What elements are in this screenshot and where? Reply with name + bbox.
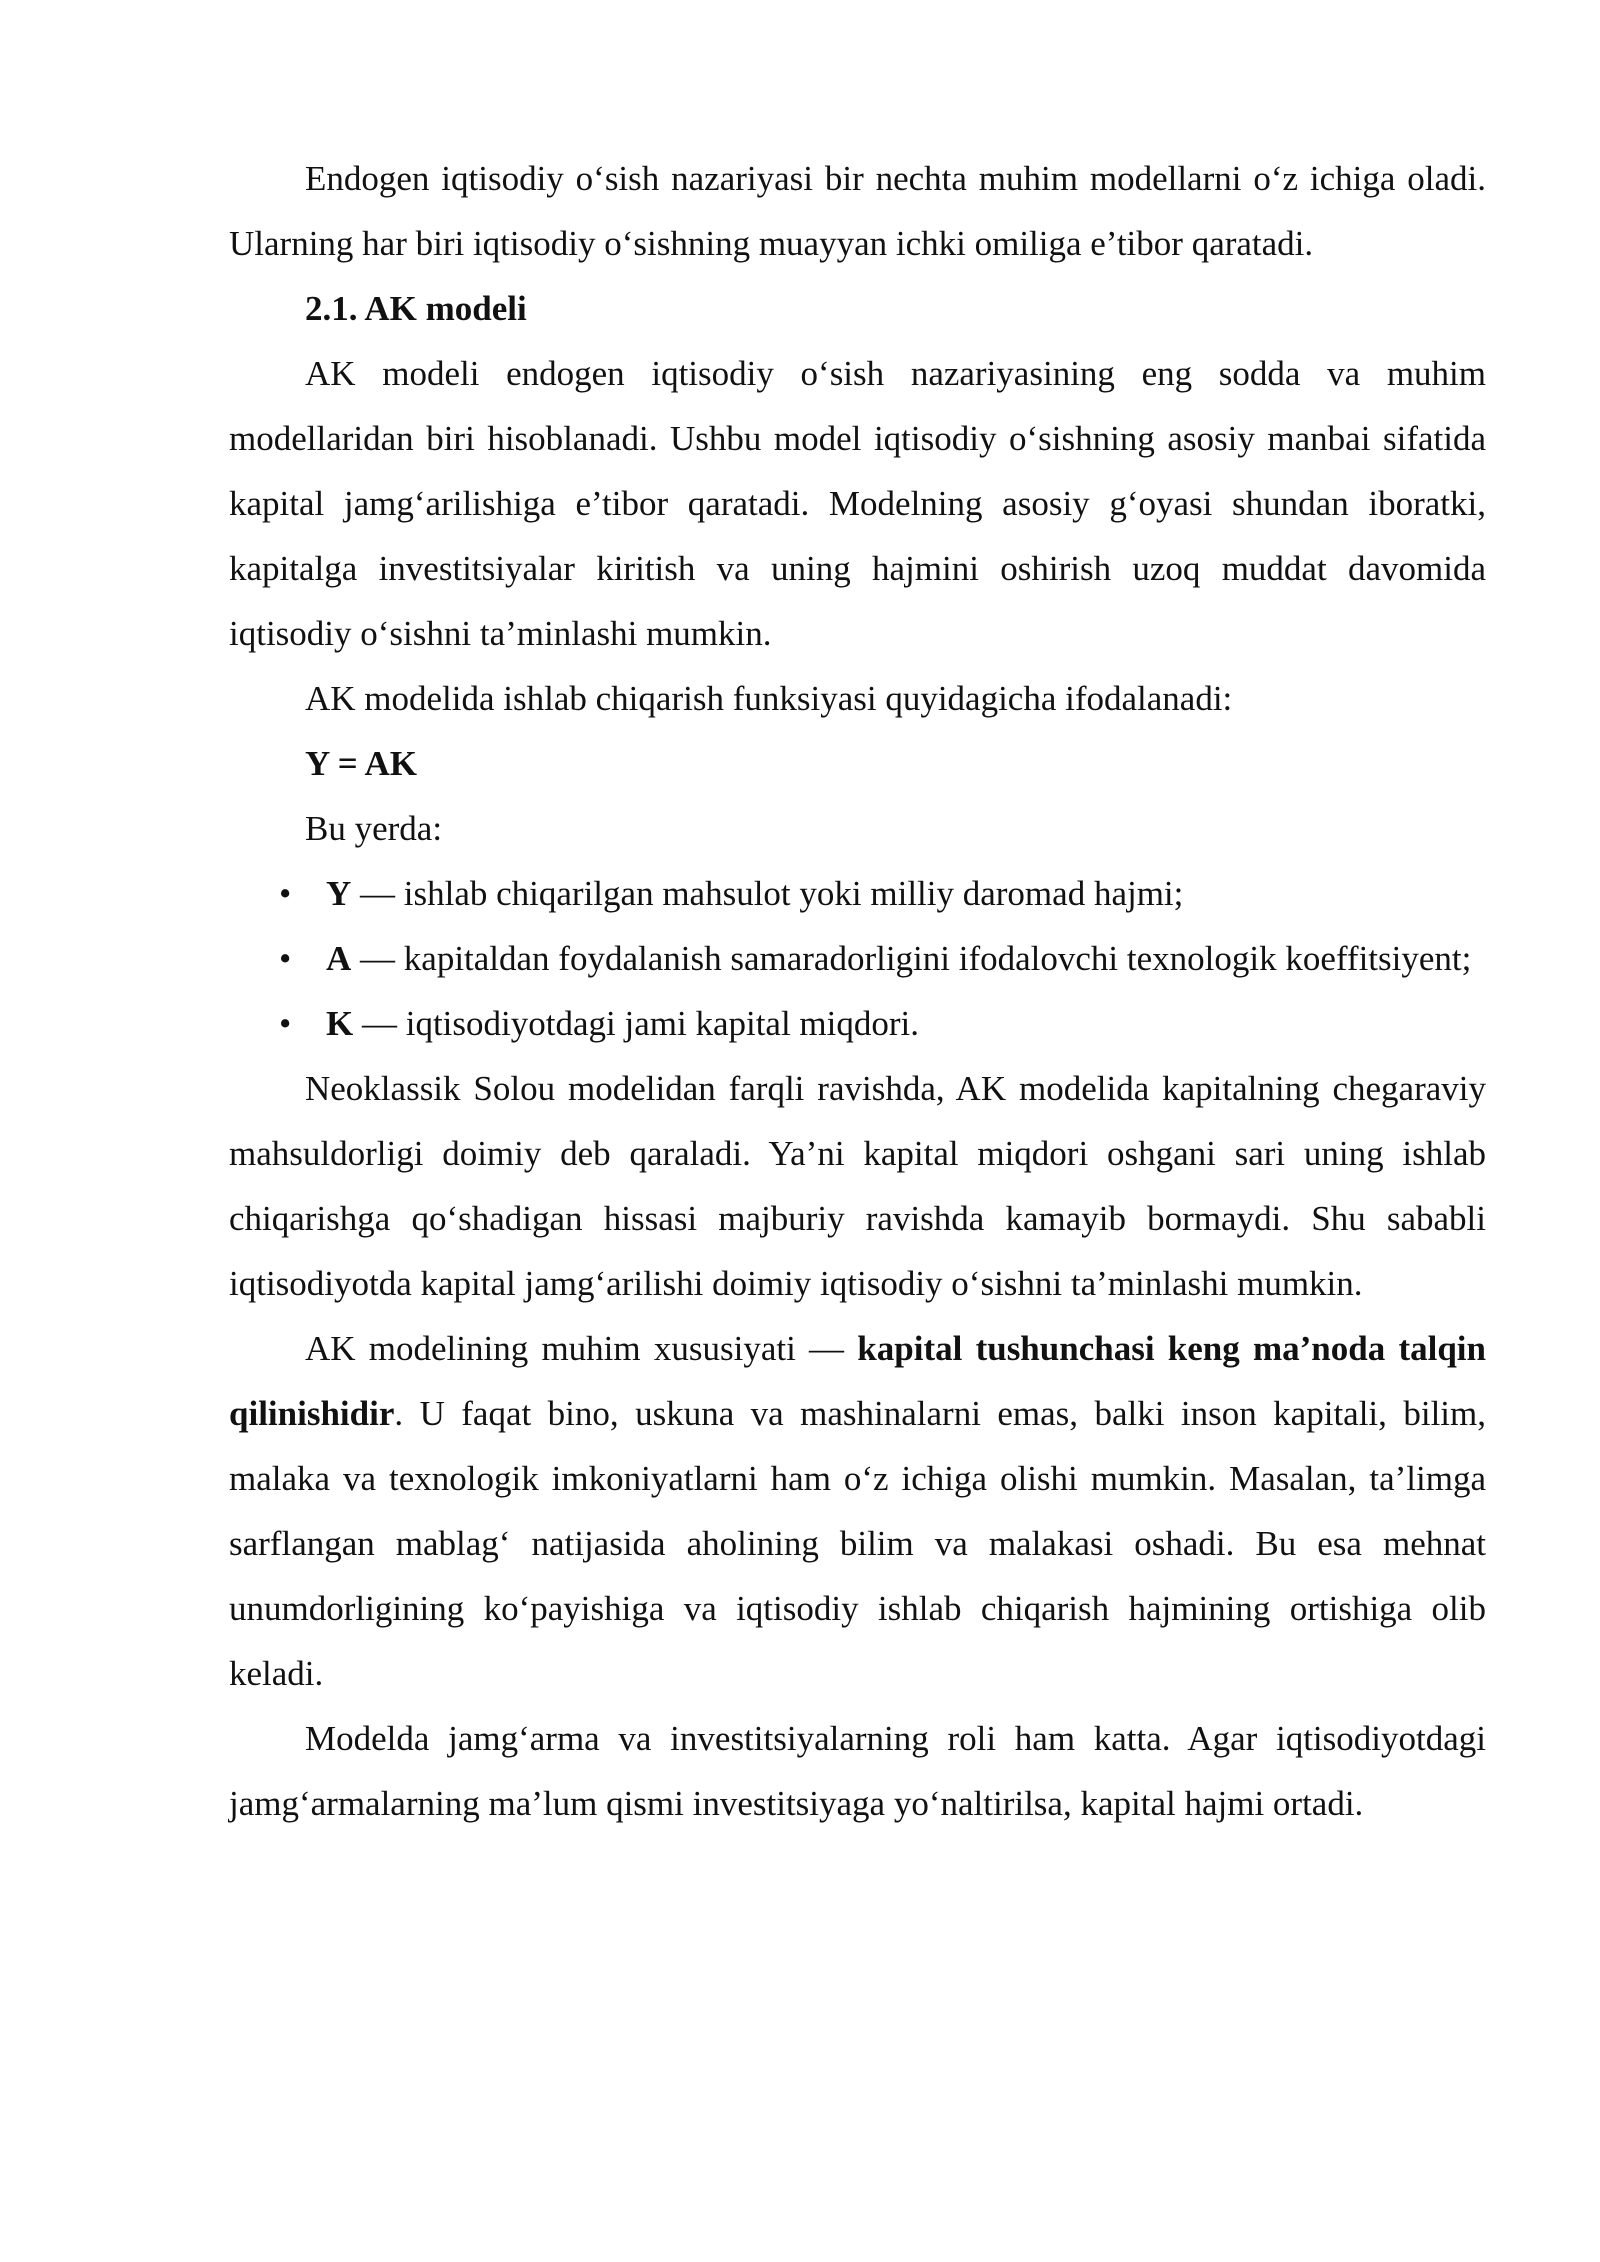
- savings-paragraph: Modelda jamg‘arma va investitsiyalarning roli ham katta. Agar iqtisodiyotdagi jamg‘armalarning ma’lum qismi investitsiyaga yo‘naltirilsa, kapital hajmi ortadi.: [229, 1719, 1486, 1823]
- definition-text: — ishlab chiqarilgan mahsulot yoki milliy daromad hajmi;: [351, 874, 1184, 913]
- list-item: [229, 991, 1486, 1056]
- feature-bold-text: kapital tushunchasi keng ma’noda talqin qilinishidir: [229, 1329, 1486, 1433]
- feature-rest-text: . U faqat bino, uskuna va mashinalarni emas, balki inson kapitali, bilim, malaka va texnologik imkoniyatlarni ham o‘z ichiga olishi mumkin. Masalan, ta’limga sarflangan mablag‘ natijasida aholining bilim va malakasi oshadi. Bu esa mehnat unumdorligining ko‘payishiga va iqtisodiy ishlab chiqarish hajmining ortishiga olib keladi.: [229, 1394, 1486, 1693]
- where-label: Bu yerda:: [305, 809, 443, 848]
- intro-paragraph: Endogen iqtisodiy o‘sish nazariyasi bir nechta muhim modellarni o‘z ichiga oladi. Ularning har biri iqtisodiy o‘sishning muayyan ichki omiliga e’tibor qaratadi.: [229, 159, 1486, 263]
- definition-symbol: A: [326, 939, 352, 978]
- definition-symbol: Y: [326, 874, 352, 913]
- bullet-icon: •: [279, 1004, 292, 1043]
- feature-lead-text: AK modelining muhim xususiyati —: [305, 1329, 858, 1368]
- list-item: [229, 926, 1486, 991]
- section-heading: 2.1. AK modeli: [305, 289, 527, 328]
- formula: Y = AK: [305, 744, 417, 783]
- definition-symbol: K: [326, 1004, 354, 1043]
- document-page: [229, 146, 1486, 1836]
- ak-intro-paragraph: AK modeli endogen iqtisodiy o‘sish nazariyasining eng sodda va muhim modellaridan biri hisoblanadi. Ushbu model iqtisodiy o‘sishning asosiy manbai sifatida kapital jamg‘arilishiga e’tibor qaratadi. Modelning asosiy g‘oyasi shundan iboratki, kapitalga investitsiyalar kiritish va uning hajmini oshirish uzoq muddat davomida iqtisodiy o‘sishni ta’minlashi mumkin.: [229, 354, 1486, 653]
- function-intro-paragraph: AK modelida ishlab chiqarish funksiyasi quyidagicha ifodalanadi:: [305, 679, 1233, 718]
- list-item: [229, 861, 1486, 926]
- neoclassic-paragraph: Neoklassik Solou modelidan farqli ravishda, AK modelida kapitalning chegaraviy mahsuldorligi doimiy deb qaraladi. Ya’ni kapital miqdori oshgani sari uning ishlab chiqarishga qo‘shadigan hissasi majburiy ravishda kamayib bormaydi. Shu sababli iqtisodiyotda kapital jamg‘arilishi doimiy iqtisodiy o‘sishni ta’minlashi mumkin.: [229, 1069, 1486, 1303]
- definition-text: — iqtisodiyotdagi jami kapital miqdori.: [353, 1004, 920, 1043]
- definition-list: [229, 861, 1486, 1056]
- bullet-icon: •: [279, 939, 292, 978]
- definition-text: — kapitaldan foydalanish samaradorligini ifodalovchi texnologik koeffitsiyent;: [351, 939, 1472, 978]
- feature-paragraph: [229, 1316, 1486, 1706]
- bullet-icon: •: [279, 874, 292, 913]
